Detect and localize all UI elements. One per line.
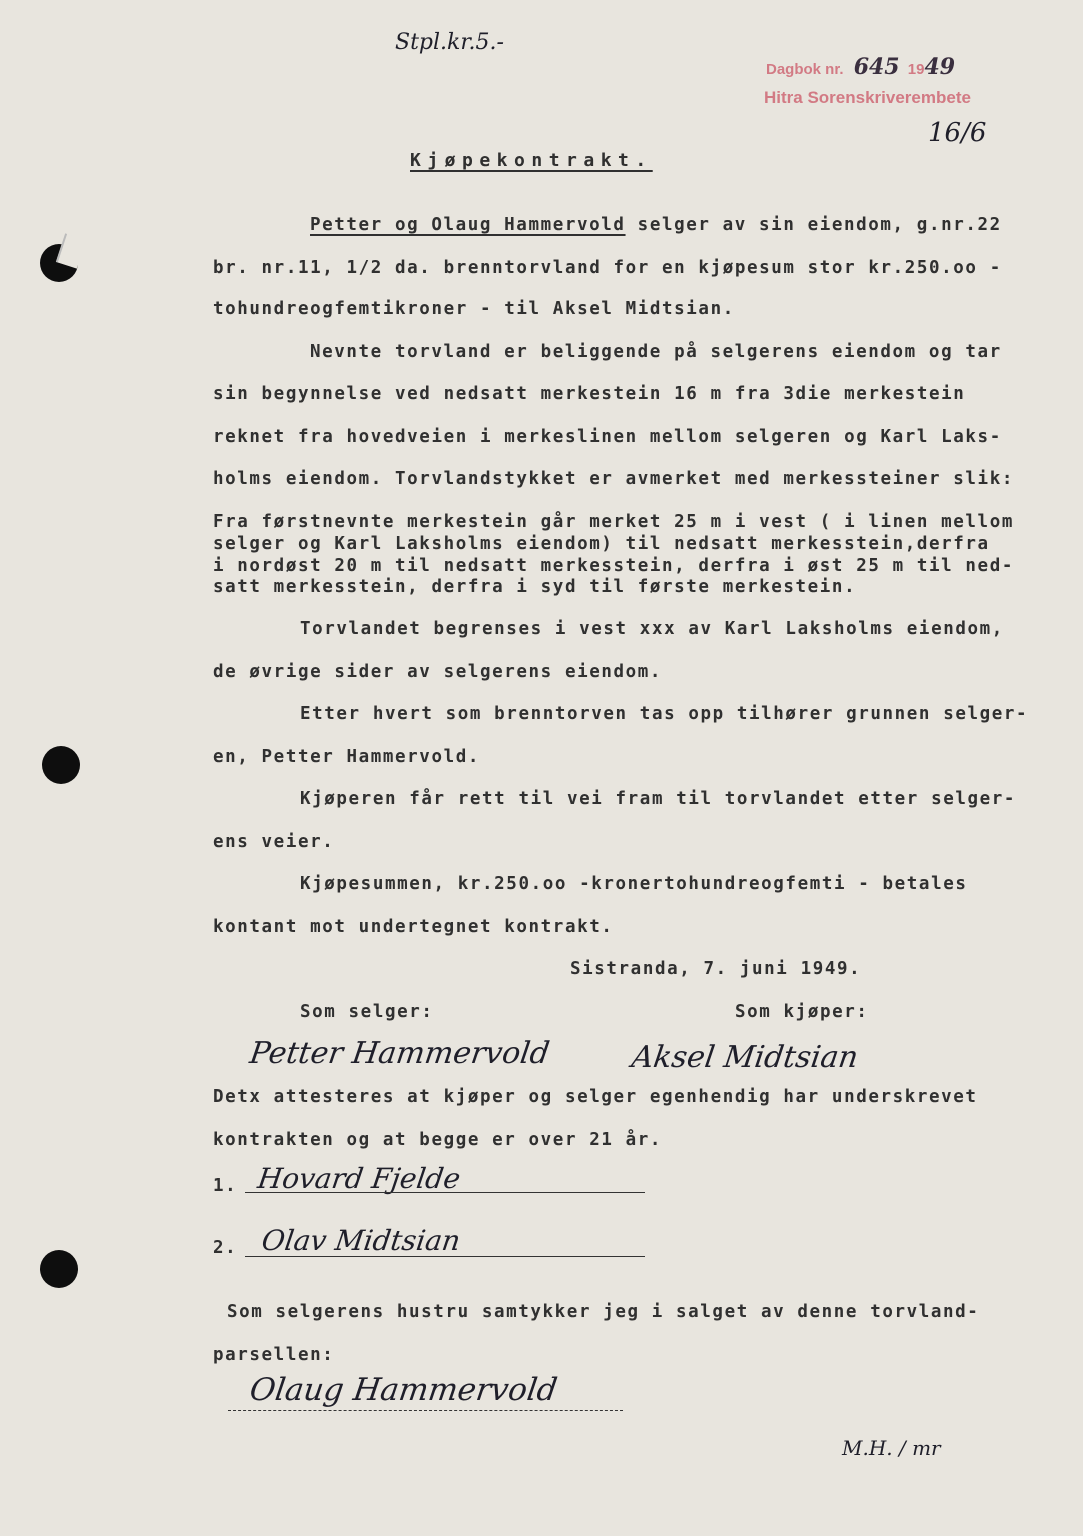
buyer-label: Som kjøper: [735, 1002, 869, 1022]
attest-line: kontrakten og at begge er over 21 år. [213, 1130, 663, 1150]
paragraph-line: en, Petter Hammervold. [213, 747, 480, 767]
page-title: Kjøpekontrakt. [410, 150, 653, 171]
signature-line [245, 1192, 645, 1193]
paragraph-line: Kjøperen får rett til vei fram til torvlandet etter selger- [300, 789, 1017, 809]
seller-signature: Petter Hammervold [247, 1036, 552, 1071]
stamp-year-suffix: 49 [924, 54, 956, 80]
witness-signature: Hovard Fjelde [255, 1162, 463, 1195]
paragraph-line: ens veier. [213, 832, 335, 852]
witness-number: 1. [213, 1176, 238, 1196]
consent-line: Som selgerens hustru samtykker jeg i salget av denne torvland- [227, 1302, 980, 1322]
place-date: Sistranda, 7. juni 1949. [570, 959, 862, 979]
stamp-office: Hitra Sorenskriverembete [764, 88, 971, 107]
punch-hole-middle [42, 746, 80, 784]
paragraph-line: Nevnte torvland er beliggende på selgerens eiendom og tar [310, 342, 1002, 362]
paragraph-line: Kjøpesummen, kr.250.oo -kronertohundreogfemti - betales [300, 874, 968, 894]
stamp-prefix: Dagbok nr. [766, 61, 844, 78]
seller-label: Som selger: [300, 1002, 434, 1022]
paragraph-line: Fra førstnevnte merkestein går merket 25 m i vest ( i linen mellom [213, 512, 1014, 532]
paragraph-line: sin begynnelse ved nedsatt merkestein 16 m fra 3die merkestein [213, 384, 966, 404]
paragraph-line: reknet fra hovedveien i merkeslinen mellom selgeren og Karl Laks- [213, 427, 1002, 447]
clerk-initials: M.H. / mr [842, 1436, 941, 1460]
paragraph-line: Petter og Olaug Hammervold selger av sin eiendom, g.nr.22 [310, 215, 1002, 235]
stamp-number: 645 [853, 54, 900, 80]
consent-line: parsellen: [213, 1345, 335, 1365]
signature-line [245, 1256, 645, 1257]
paragraph-line: selger og Karl Laksholms eiendom) til nedsatt merkesstein,derfra [213, 534, 990, 554]
paragraph-line: de øvrige sider av selgerens eiendom. [213, 662, 663, 682]
paragraph-line: tohundreogfemtikroner - til Aksel Midtsian. [213, 299, 735, 319]
paper-tear [56, 233, 86, 268]
wife-signature: Olaug Hammervold [247, 1372, 560, 1408]
paragraph-line: br. nr.11, 1/2 da. brenntorvland for en kjøpesum stor kr.250.oo - [213, 258, 1002, 278]
paragraph-line: satt merkesstein, derfra i syd til første merkestein. [213, 577, 857, 597]
stamp-date: 16/6 [928, 118, 987, 148]
paragraph-line: kontant mot undertegnet kontrakt. [213, 917, 614, 937]
margin-note: Stpl.kr.5.- [395, 30, 504, 55]
attest-line: Detx attesteres at kjøper og selger egenhendig har underskrevet [213, 1087, 978, 1107]
signature-line [228, 1410, 623, 1411]
stamp-year-prefix: 19 [907, 61, 925, 78]
witness-number: 2. [213, 1238, 238, 1258]
paragraph-line: i nordøst 20 m til nedsatt merkesstein, derfra i øst 25 m til ned- [213, 556, 1014, 576]
punch-hole-bottom [40, 1250, 78, 1288]
paragraph-line: holms eiendom. Torvlandstykket er avmerket med merkessteiner slik: [213, 469, 1014, 489]
paragraph-line: Etter hvert som brenntorven tas opp tilhører grunnen selger- [300, 704, 1029, 724]
registry-stamp [766, 54, 955, 80]
paragraph-line: Torvlandet begrenses i vest xxx av Karl Laksholms eiendom, [300, 619, 1004, 639]
parties-names: Petter og Olaug Hammervold [310, 215, 626, 235]
witness-signature: Olav Midtsian [259, 1224, 463, 1257]
buyer-signature: Aksel Midtsian [629, 1040, 861, 1075]
